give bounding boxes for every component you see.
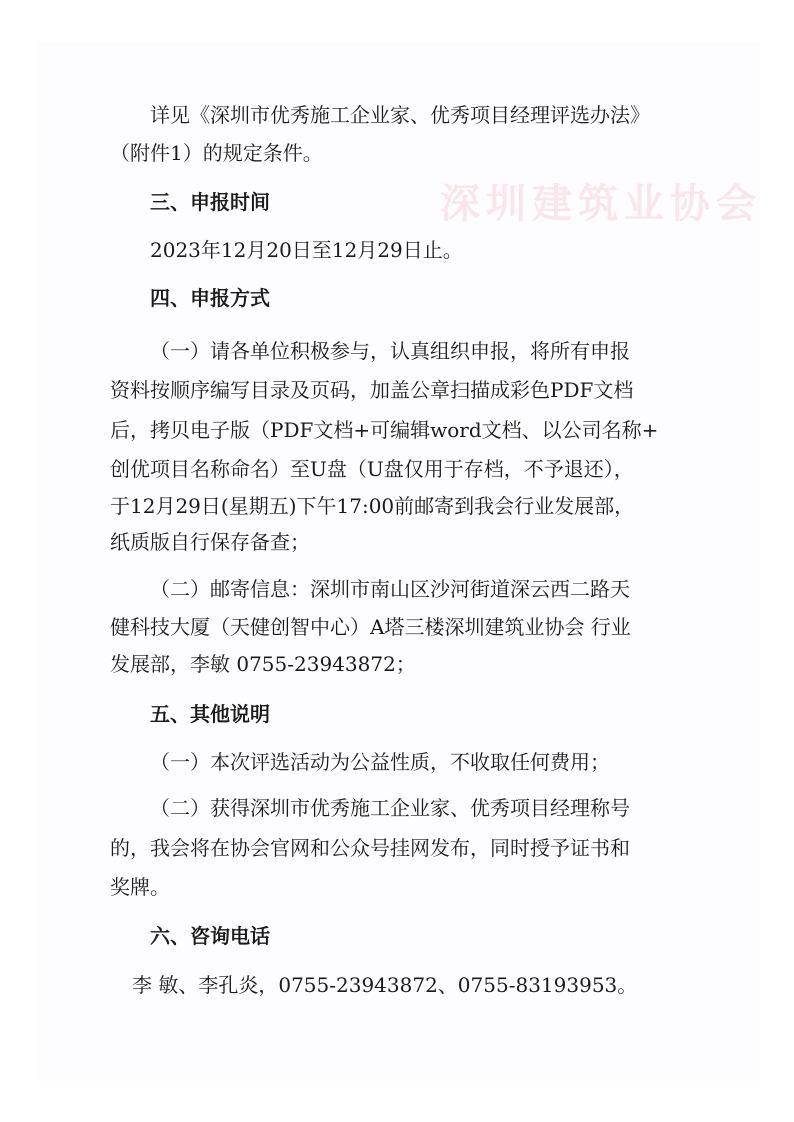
paragraph-3-line-4: 创优项目名称命名）至U盘（U盘仅用于存档，不予退还）， xyxy=(110,457,634,481)
paragraph-3-line-1: （一）请各单位积极参与，认真组织申报，将所有申报 xyxy=(150,339,630,363)
paragraph-6-line-3: 奖牌。 xyxy=(110,875,170,899)
paragraph-3-line-3: 后，拷贝电子版（PDF文档+可编辑word文档、以公司名称+ xyxy=(110,418,659,442)
contact-phones: 李 敏、李孔炎，0755-23943872、0755-83193953。 xyxy=(132,973,638,997)
paragraph-5-line-1: （一）本次评选活动为公益性质，不收取任何费用； xyxy=(150,750,610,774)
section-heading-4: 四、申报方式 xyxy=(150,286,270,310)
application-period: 2023年12月20日至12月29日止。 xyxy=(150,238,463,262)
section-heading-6: 六、咨询电话 xyxy=(150,924,270,948)
paragraph-6-line-2: 的，我会将在协会官网和公众号挂网发布，同时授予证书和 xyxy=(110,836,630,860)
paragraph-4-line-1: （二）邮寄信息：深圳市南山区沙河街道深云西二路天 xyxy=(150,577,630,601)
paragraph-4-line-3: 发展部，李敏 0755-23943872； xyxy=(110,652,416,676)
paragraph-3-line-5: 于12月29日(星期五)下午17:00前邮寄到我会行业发展部， xyxy=(110,494,635,518)
paragraph-3-line-6: 纸质版自行保存备查； xyxy=(110,530,310,554)
paragraph-6-line-1: （二）获得深圳市优秀施工企业家、优秀项目经理称号 xyxy=(150,796,630,820)
section-heading-3: 三、申报时间 xyxy=(150,190,270,214)
paragraph-4-line-2: 健科技大厦（天健创智中心）A塔三楼深圳建筑业协会 行业 xyxy=(110,615,631,639)
paragraph-1-line-2: （附件1）的规定条件。 xyxy=(110,141,323,165)
section-heading-5: 五、其他说明 xyxy=(150,702,270,726)
paragraph-3-line-2: 资料按顺序编写目录及页码，加盖公章扫描成彩色PDF文档 xyxy=(110,378,634,402)
paragraph-1-line-1: 详见《深圳市优秀施工企业家、优秀项目经理评选办法》 xyxy=(150,103,650,127)
seal-watermark: 深圳建筑业协会 xyxy=(440,180,762,227)
